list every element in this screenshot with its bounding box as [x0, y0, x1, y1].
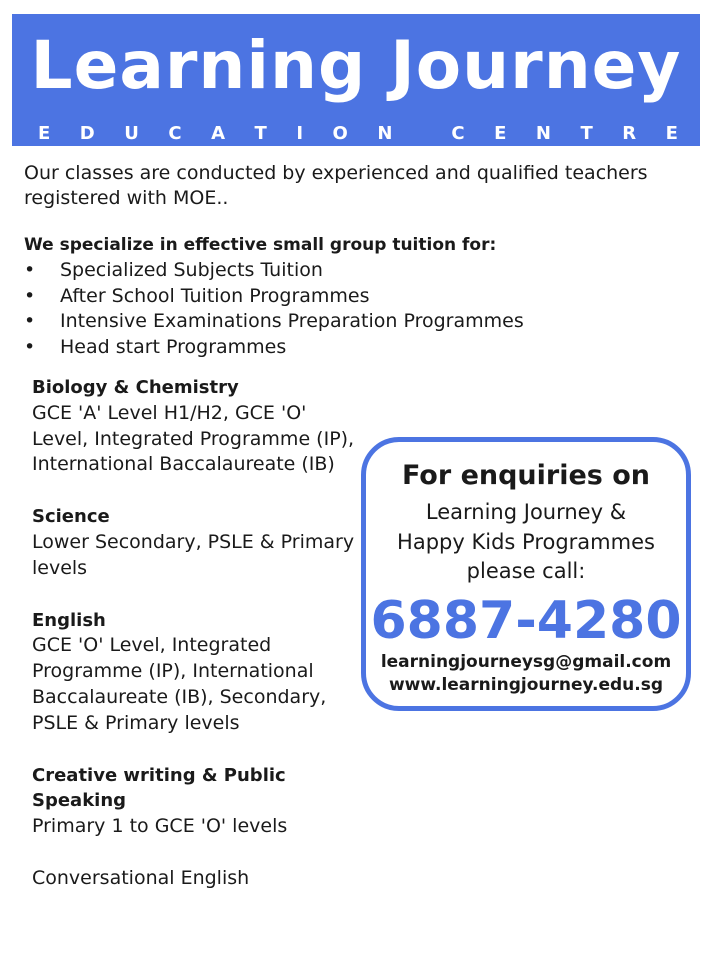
subject-description: Primary 1 to GCE 'O' levels: [32, 815, 288, 838]
bullet-icon: •: [24, 336, 36, 359]
email-link[interactable]: learningjourneysg@gmail.com: [380, 651, 672, 672]
list-item: [24, 335, 524, 361]
bullet-icon: •: [24, 310, 36, 333]
subject-description: Lower Secondary, PSLE & Primary levels: [32, 530, 355, 579]
subject-name: Science: [32, 506, 110, 528]
list-item: [24, 309, 524, 335]
subtitle-letter: T: [254, 123, 267, 144]
list-item: [24, 284, 524, 310]
centre-title: Learning Journey: [30, 27, 682, 104]
bullet-icon: •: [24, 259, 36, 281]
subject-name: English: [32, 609, 106, 631]
subtitle-letter: O: [332, 123, 348, 144]
list-item-label: Specialized Subjects Tuition: [60, 259, 323, 281]
website-link[interactable]: www.learningjourney.edu.sg: [388, 674, 664, 695]
subtitle-letter: E: [38, 123, 51, 144]
enquiry-heading: For enquiries on: [401, 460, 651, 491]
list-item-label: Intensive Examinations Preparation Programmes: [60, 310, 524, 333]
subtitle-letter: E: [494, 123, 507, 144]
subtitle-letter: C: [168, 123, 182, 144]
list-item-label: Head start Programmes: [60, 336, 287, 359]
subtitle-letter: U: [124, 123, 139, 144]
phone-number[interactable]: 6887-4280: [370, 590, 682, 651]
subtitle-letter: C: [451, 123, 465, 144]
list-item: [24, 258, 524, 284]
subtitle-letter: N: [377, 123, 393, 144]
subject-description: GCE 'O' Level, Integrated Programme (IP), International Baccalaureate (IB), Secondary, PSLE & Primary levels: [32, 634, 327, 734]
subject-block: [32, 763, 367, 840]
subtitle-letter: A: [211, 123, 226, 144]
subtitle-letter: D: [79, 123, 95, 144]
subject-name: Biology & Chemistry: [32, 377, 239, 398]
bullet-icon: •: [24, 284, 36, 307]
subject-description: GCE 'A' Level H1/H2, GCE 'O' Level, Integrated Programme (IP), International Baccalaureate (IB): [32, 401, 355, 476]
subject-name: Creative writing & Public Speaking: [32, 764, 286, 812]
enquiry-line: Happy Kids Programmes: [397, 529, 655, 554]
subjects-list: [32, 375, 367, 918]
enquiry-line: please call:: [466, 559, 586, 583]
list-item-label: After School Tuition Programmes: [60, 284, 370, 307]
subtitle-letter: I: [296, 123, 304, 144]
header-banner: [12, 14, 700, 146]
specialize-heading: We specialize in effective small group tuition for:: [24, 235, 497, 255]
intro-paragraph: Our classes are conducted by experienced and qualified teachers registered with MOE..: [24, 162, 648, 209]
enquiry-box: [361, 437, 691, 711]
subtitle-letter: R: [622, 123, 637, 144]
enquiry-line: Learning Journey &: [425, 500, 627, 524]
subject-block: [32, 375, 367, 478]
subject-block: [32, 504, 367, 581]
subject-description: Conversational English: [32, 866, 250, 889]
centre-subtitle: [38, 123, 678, 145]
subject-block: [32, 608, 367, 737]
subtitle-letter: E: [665, 123, 678, 144]
specialize-list: [24, 258, 524, 361]
subtitle-letter: N: [535, 123, 551, 144]
subject-block: [32, 866, 367, 892]
subtitle-letter: T: [580, 123, 593, 144]
